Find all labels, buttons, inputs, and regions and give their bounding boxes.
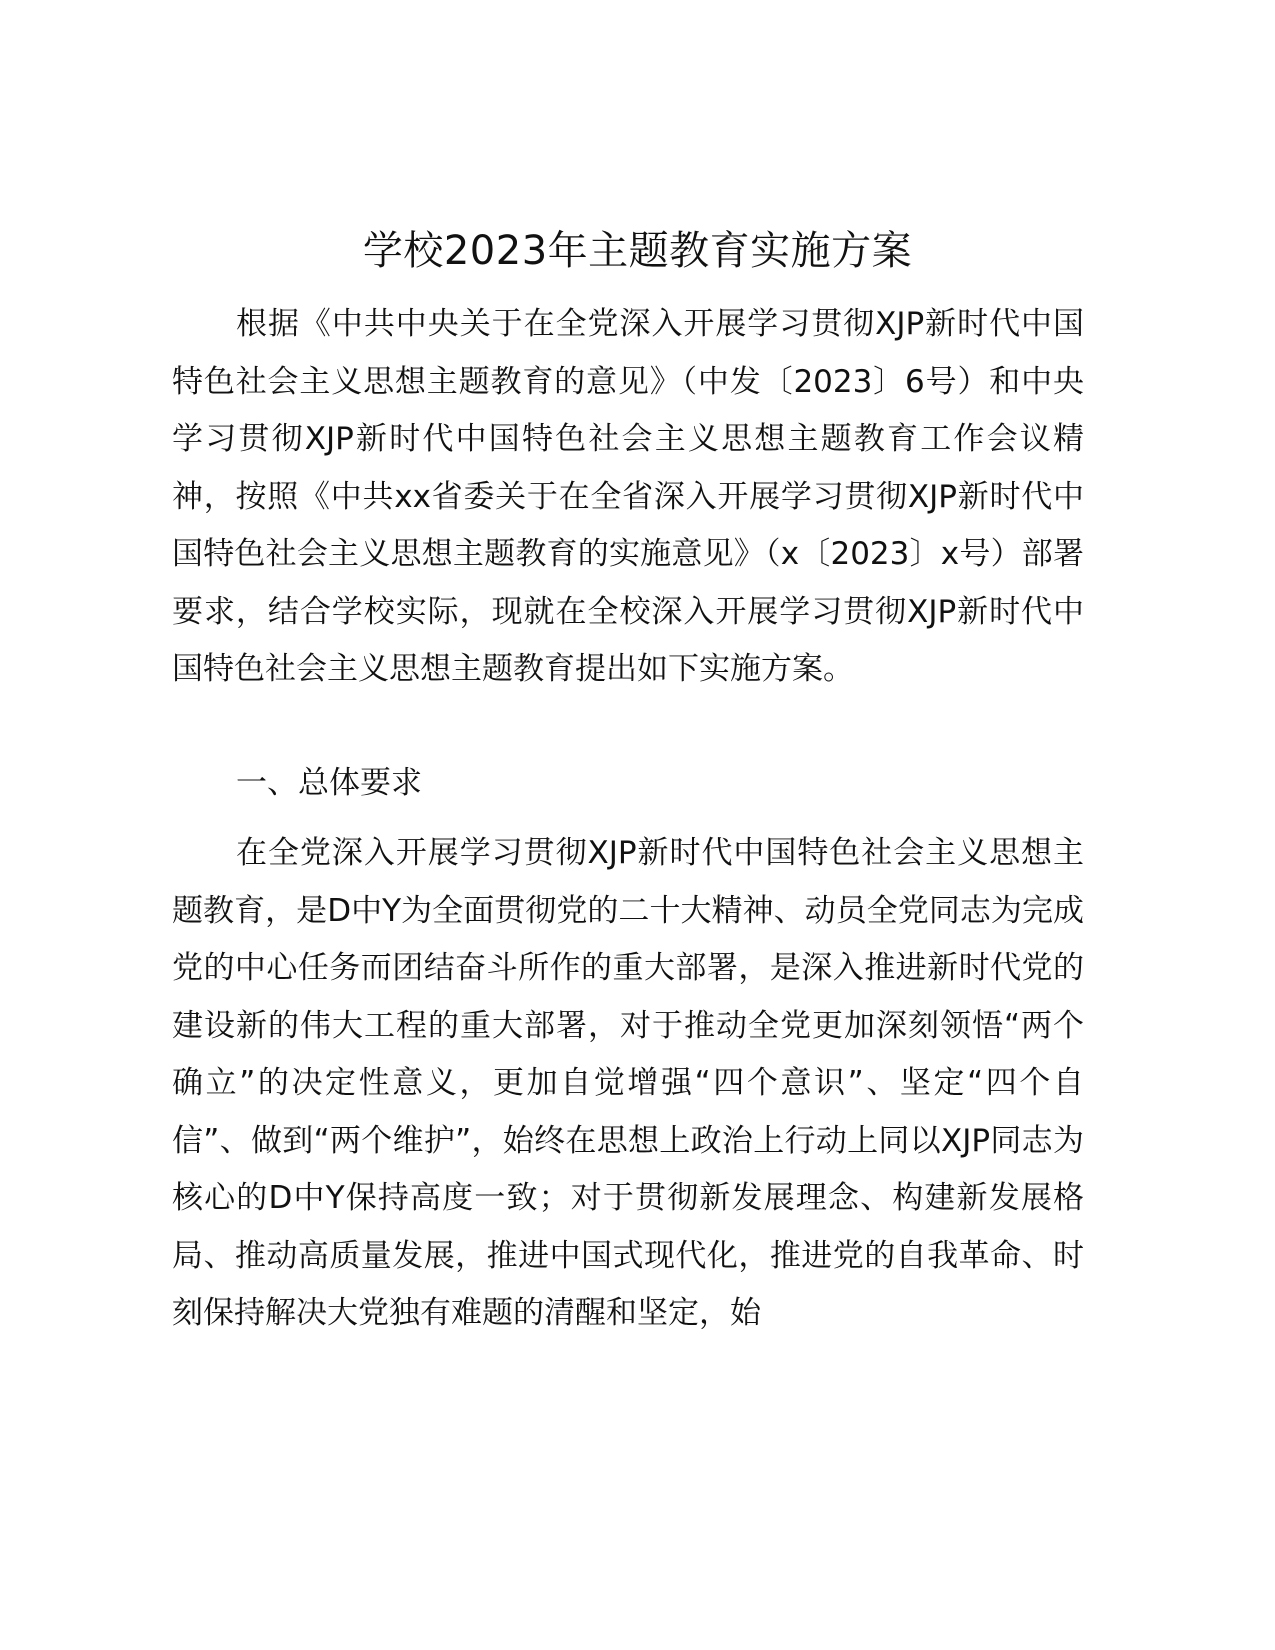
section-paragraph: 在全党深入开展学习贯彻XJP新时代中国特色社会主义思想主题教育，是D中Y为全面贯彻党的二十大精神、动员全党同志为完成党的中心任务而团结奋斗所作的重大部署，是深入推进新时代党的建设新的伟大工程的重大部署，对于推动全党更加深刻领悟“两个确立”的决定性意义，更加自觉增强“四个意识”、坚定“四个自信”、做到“两个维护”，始终在思想上政治上行动上同以XJP同志为核心的D中Y保持高度一致；对于贯彻新发展理念、构建新发展格局、推动高质量发展，推进中国式现代化，推进党的自我革命、时刻保持解决大党独有难题的清醒和坚定，始 [172,835,1084,1331]
intro-paragraph-block [172,296,1084,699]
section-paragraph-block [172,825,1084,1343]
section-heading-block [172,755,1084,813]
document-title: 学校2023年主题教育实施方案 [362,228,913,274]
intro-paragraph: 根据《中共中央关于在全党深入开展学习贯彻XJP新时代中国特色社会主义思想主题教育的意见》（中发〔2023〕6号）和中央学习贯彻XJP新时代中国特色社会主义思想主题教育工作会议精神，按照《中共xx省委关于在全省深入开展学习贯彻XJP新时代中国特色社会主义思想主题教育的实施意见》（x〔2023〕x号）部署要求，结合学校实际，现就在全校深入开展学习贯彻XJP新时代中国特色社会主义思想主题教育提出如下实施方案。 [172,306,1084,687]
section-heading-general-requirements: 一、总体要求 [236,765,422,801]
